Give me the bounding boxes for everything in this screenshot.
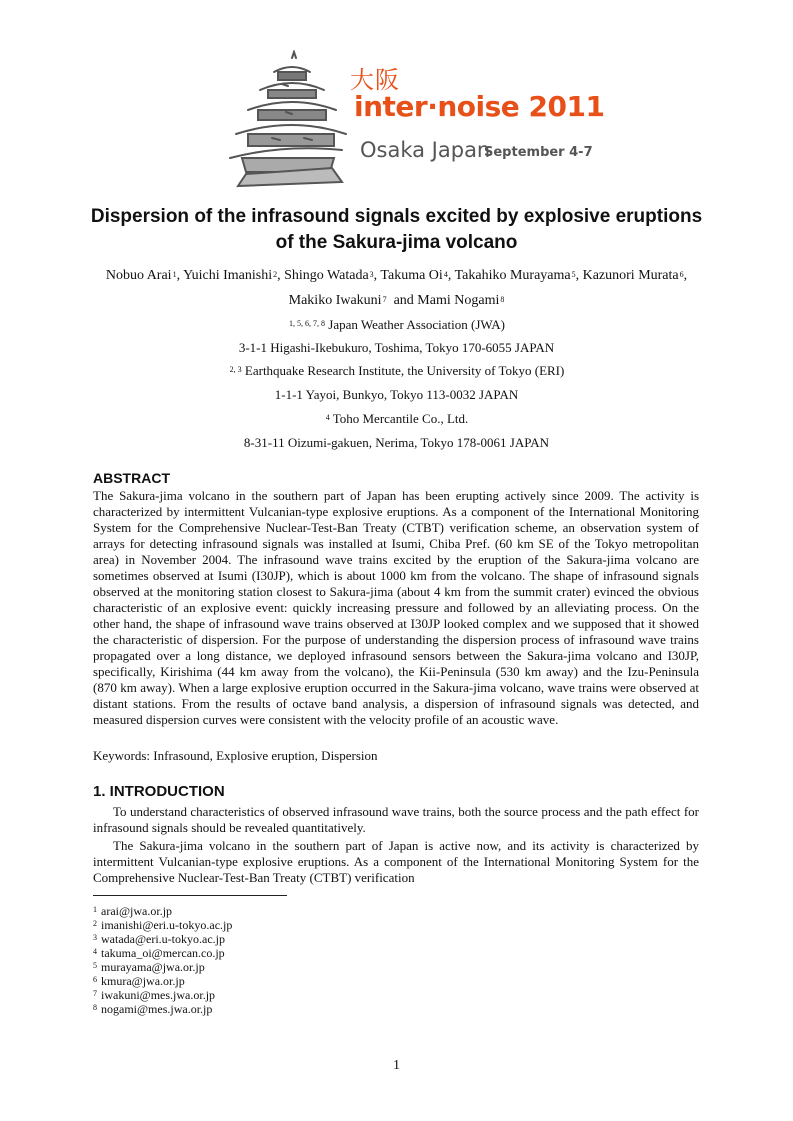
- author-name: Nobuo Arai: [105, 268, 172, 283]
- author-sup: 1: [172, 270, 177, 279]
- author-list: Nobuo Arai$^1$, Yuichi Imanishi$^2$, Shingo Watada$^3$, Takuma Oi$^4$, Takahiko Murayama$^5$, Kazunori Murata$^6$, Makiko Iwakuni$^7$ and Mami Nogami$^8$: [105, 268, 688, 308]
- footnote: $^2$ imanishi@eri.u-tokyo.ac.jp: [93, 918, 233, 932]
- affiliation-address: 1-1-1 Yayoi, Bunkyo, Tokyo 113-0032 JAPAN: [274, 387, 519, 402]
- keywords: Keywords: Infrasound, Explosive eruption, Dispersion: [93, 748, 378, 763]
- author-name: Takahiko Murayama: [454, 268, 571, 283]
- intro-paragraph: The Sakura-jima volcano in the southern part of Japan is active now, and its activity is characterized by intermittent Vulcanian-type explosive eruptions. As a component of the International Monitoring System for the Comprehensive Nuclear-Test-Ban Treaty (CTBT) verification: [93, 838, 699, 885]
- affiliation: $^{1, 5, 6, 7, 8}$ Japan Weather Association (JWA): [289, 317, 505, 332]
- footnote: $^8$ nogami@mes.jwa.or.jp: [93, 1002, 213, 1016]
- section-heading: 1. INTRODUCTION: [93, 783, 225, 800]
- author-sup: 7: [382, 295, 387, 304]
- conference-logo: [212, 50, 605, 190]
- affiliation: $^{2, 3}$ Earthquake Research Institute, the University of Tokyo (ERI): [229, 363, 565, 378]
- author-sup: 5: [571, 270, 576, 279]
- paper-title: [60, 204, 733, 256]
- abstract-body: The Sakura-jima volcano in the southern part of Japan has been erupting actively since 2009. The activity is characterized by intermittent Vulcanian-type explosive eruptions. As a component of the International Monitoring System for the Comprehensive Nuclear-Test-Ban Treaty (CTBT) verification scheme, an observation system of arrays for detecting infrasound signals was installed at Isumi, Chiba Pref. (60 km SE of the Tokyo metropolitan area) in November 2004. The infrasound wave trains excited by the eruption of the Sakura-jima volcano are sometimes observed at Isumi (I30JP), which is about 1000 km from the volcano. The shape of infrasound signals observed at the monitoring station closest to Sakura-jima (about 4 km from the summit crater) evinced the obvious characteristic of an explosive event: quickly increasing pressure and followed by an alleviating process. On the other hand, the shape of infrasound wave trains observed at I30JP looked complex and we supposed that it showed the characteristic of dispersion. For the purpose of understanding the dispersion process of infrasound wave trains propagated over a long distance, we deployed infrasound sensors between the Sakura-jima volcano and I30JP, specifically, Kirishima (44 km away from the volcano), the Kii-Peninsula (530 km away) and the Izu-Peninsula (870 km away). When a large explosive eruption occurred in the Sakura-jima volcano, wave trains were observed at distant stations. From the results of octave band analysis, a dispersion of infrasound signals was detected, and measured dispersion curves were consistent with the velocity profile of an acoustic wave.: [93, 488, 699, 727]
- affiliation: $^4$ Toho Mercantile Co., Ltd.: [325, 411, 469, 426]
- author-sup: 3: [369, 270, 374, 279]
- footnote: $^6$ kmura@jwa.or.jp: [93, 974, 185, 988]
- footnote-rule: [93, 895, 287, 896]
- author-name: Mami Nogami: [417, 293, 500, 308]
- author-sup: 4: [443, 270, 448, 279]
- author-name: Shingo Watada: [284, 268, 369, 283]
- logo-dates: September 4-7: [484, 145, 593, 160]
- footnote: $^7$ iwakuni@mes.jwa.or.jp: [93, 988, 216, 1002]
- title-line-1: Dispersion of the infrasound signals excited by explosive eruptions: [90, 206, 703, 227]
- author-sup: 6: [679, 270, 684, 279]
- author-sup: 2: [273, 270, 278, 279]
- abstract-heading: ABSTRACT: [93, 470, 170, 486]
- author-name: Makiko Iwakuni: [288, 293, 382, 308]
- footnote: $^1$ arai@jwa.or.jp: [93, 904, 173, 918]
- footnote: $^4$ takuma_oi@mercan.co.jp: [93, 946, 225, 960]
- affiliation-address: 3-1-1 Higashi-Ikebukuro, Toshima, Tokyo 170-6055 JAPAN: [238, 340, 555, 355]
- page-number: 1: [393, 1058, 400, 1073]
- author-name: Kazunori Murata: [582, 268, 679, 283]
- logo-location: Osaka Japan: [360, 138, 491, 162]
- author-name: Takuma Oi: [380, 268, 443, 283]
- logo-conference-name: inter·noise 2011: [354, 90, 605, 123]
- intro-paragraph: To understand characteristics of observed infrasound wave trains, both the source process and the path effect for infrasound signals should be revealed quantitatively.: [93, 804, 699, 835]
- author-name: Yuichi Imanishi: [183, 268, 273, 283]
- affiliation-address: 8-31-11 Oizumi-gakuen, Nerima, Tokyo 178-0061 JAPAN: [243, 435, 550, 450]
- footnote: $^3$ watada@eri.u-tokyo.ac.jp: [93, 932, 226, 946]
- osaka-castle-icon: [212, 50, 362, 190]
- footnote: $^5$ murayama@jwa.or.jp: [93, 960, 205, 974]
- author-sup: 8: [500, 295, 505, 304]
- title-line-2: of the Sakura-jima volcano: [275, 232, 518, 253]
- logo-kanji: 大阪: [350, 66, 400, 94]
